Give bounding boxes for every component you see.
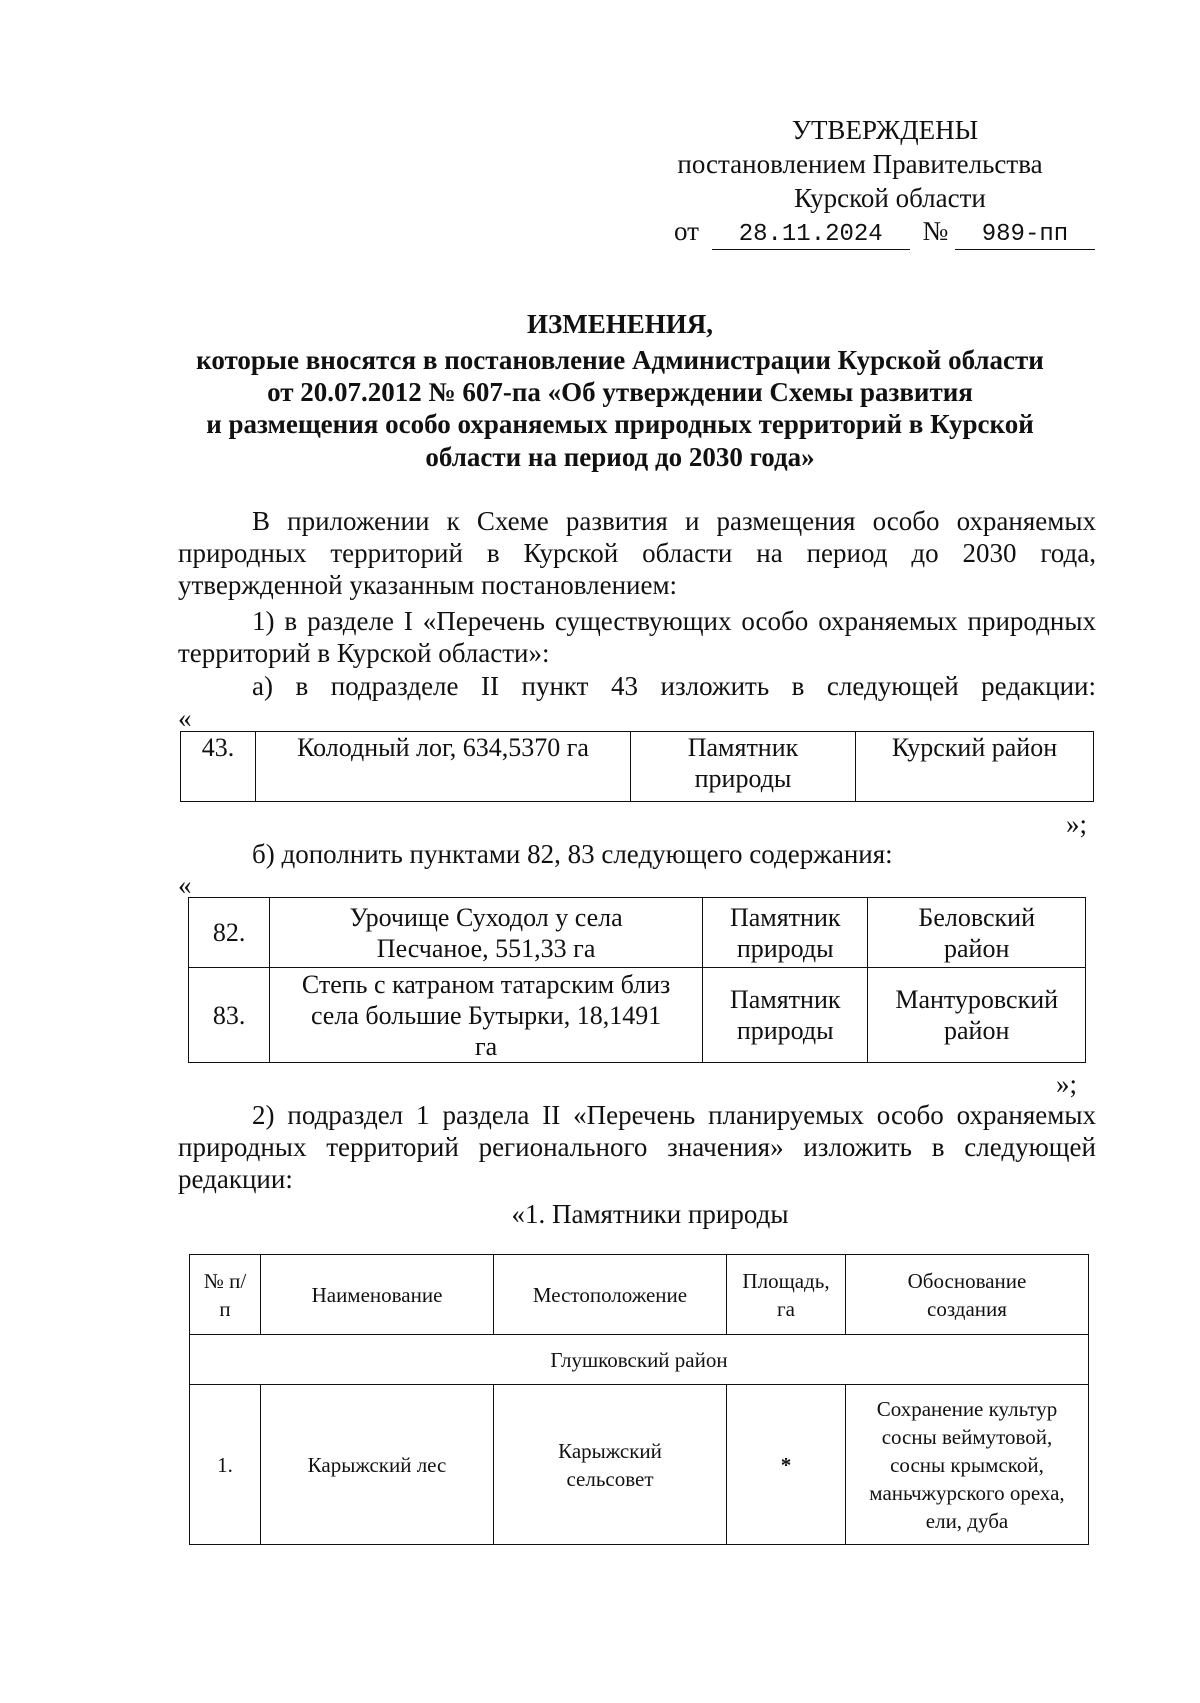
cell-category: Памятник природы <box>631 732 856 802</box>
approval-date-line <box>674 215 1095 250</box>
header-area: Площадь, га <box>727 1255 846 1335</box>
cell-district: Мантуровский район <box>868 968 1086 1063</box>
table-planned-monuments <box>189 1254 1089 1545</box>
open-quote-2: « <box>178 870 192 900</box>
cell-name: Колодный лог, 634,5370 га <box>256 732 631 802</box>
district-row <box>190 1335 1089 1385</box>
close-quote-2: »; <box>1056 1069 1078 1099</box>
approval-block <box>660 114 1060 146</box>
header-number: № п/п <box>190 1255 261 1335</box>
table-header-row <box>190 1255 1089 1335</box>
table-row <box>189 898 1086 968</box>
cell-category: Памятник природы <box>703 898 868 968</box>
cell-number: 43. <box>181 732 256 802</box>
item1-paragraph: 1) в разделе I «Перечень существующих особо охраняемых природных территорий в Курской области»: <box>178 606 1096 668</box>
cell-location: Карыжский сельсовет <box>494 1385 727 1545</box>
header-justification: Обоснование создания <box>846 1255 1089 1335</box>
cell-name: Карыжский лес <box>261 1385 494 1545</box>
approval-line2: Курской области <box>794 183 986 213</box>
approval-line1: постановлением Правительства <box>677 149 1043 179</box>
intro-paragraph: В приложении к Схеме развития и размещения особо охраняемых природных территорий в Курской области на период до 2030 года, утвержденной указанным постановлением: <box>178 506 1096 600</box>
approval-number: 989-пп <box>955 221 1095 250</box>
cell-number: 1. <box>190 1385 261 1545</box>
header-name: Наименование <box>261 1255 494 1335</box>
heading-line3: от 20.07.2012 № 607-па «Об утверждении Схемы развития <box>267 377 973 407</box>
heading-title: ИЗМЕНЕНИЯ, <box>526 309 713 339</box>
number-prefix: № <box>922 216 949 246</box>
heading-line5: области на период до 2030 года» <box>425 442 815 472</box>
cell-category: Памятник природы <box>703 968 868 1063</box>
cell-name: Степь с катраном татарским близ села большие Бутырки, 18,1491 га <box>270 968 703 1063</box>
section-title: «1. Памятники природы <box>511 1199 789 1229</box>
table-row <box>190 1385 1089 1545</box>
item1b-paragraph: б) дополнить пунктами 82, 83 следующего содержания: <box>252 839 893 869</box>
cell-number: 82. <box>189 898 270 968</box>
cell-name: Урочище Суходол у села Песчаное, 551,33 га <box>270 898 703 968</box>
date-prefix: от <box>674 216 699 246</box>
table-items-82-83 <box>188 897 1086 1063</box>
cell-justification: Сохранение культур сосны веймутовой, сосны крымской, маньчжурского ореха, ели, дуба <box>846 1385 1089 1545</box>
item2-paragraph: 2) подраздел 1 раздела II «Перечень планируемых особо охраняемых природных территорий регионального значения» изложить в следующей редакции: <box>178 1100 1096 1194</box>
table-item-43 <box>180 731 1094 802</box>
item1a-paragraph: а) в подразделе II пункт 43 изложить в следующей редакции: <box>252 671 1096 701</box>
header-location: Местоположение <box>494 1255 727 1335</box>
cell-area: * <box>727 1385 846 1545</box>
table-row <box>181 732 1094 802</box>
cell-district: Беловский район <box>868 898 1086 968</box>
approval-title: УТВЕРЖДЕНЫ <box>791 115 979 145</box>
heading-line2: которые вносятся в постановление Администрации Курской области <box>196 345 1044 375</box>
cell-district: Курский район <box>856 732 1094 802</box>
open-quote-1: « <box>178 703 192 733</box>
cell-number: 83. <box>189 968 270 1063</box>
close-quote-1: »; <box>1066 809 1088 839</box>
table-row <box>189 968 1086 1063</box>
heading-line4: и размещения особо охраняемых природных территорий в Курской <box>206 409 1034 439</box>
district-cell: Глушковский район <box>190 1335 1089 1385</box>
approval-date: 28.11.2024 <box>712 221 910 250</box>
